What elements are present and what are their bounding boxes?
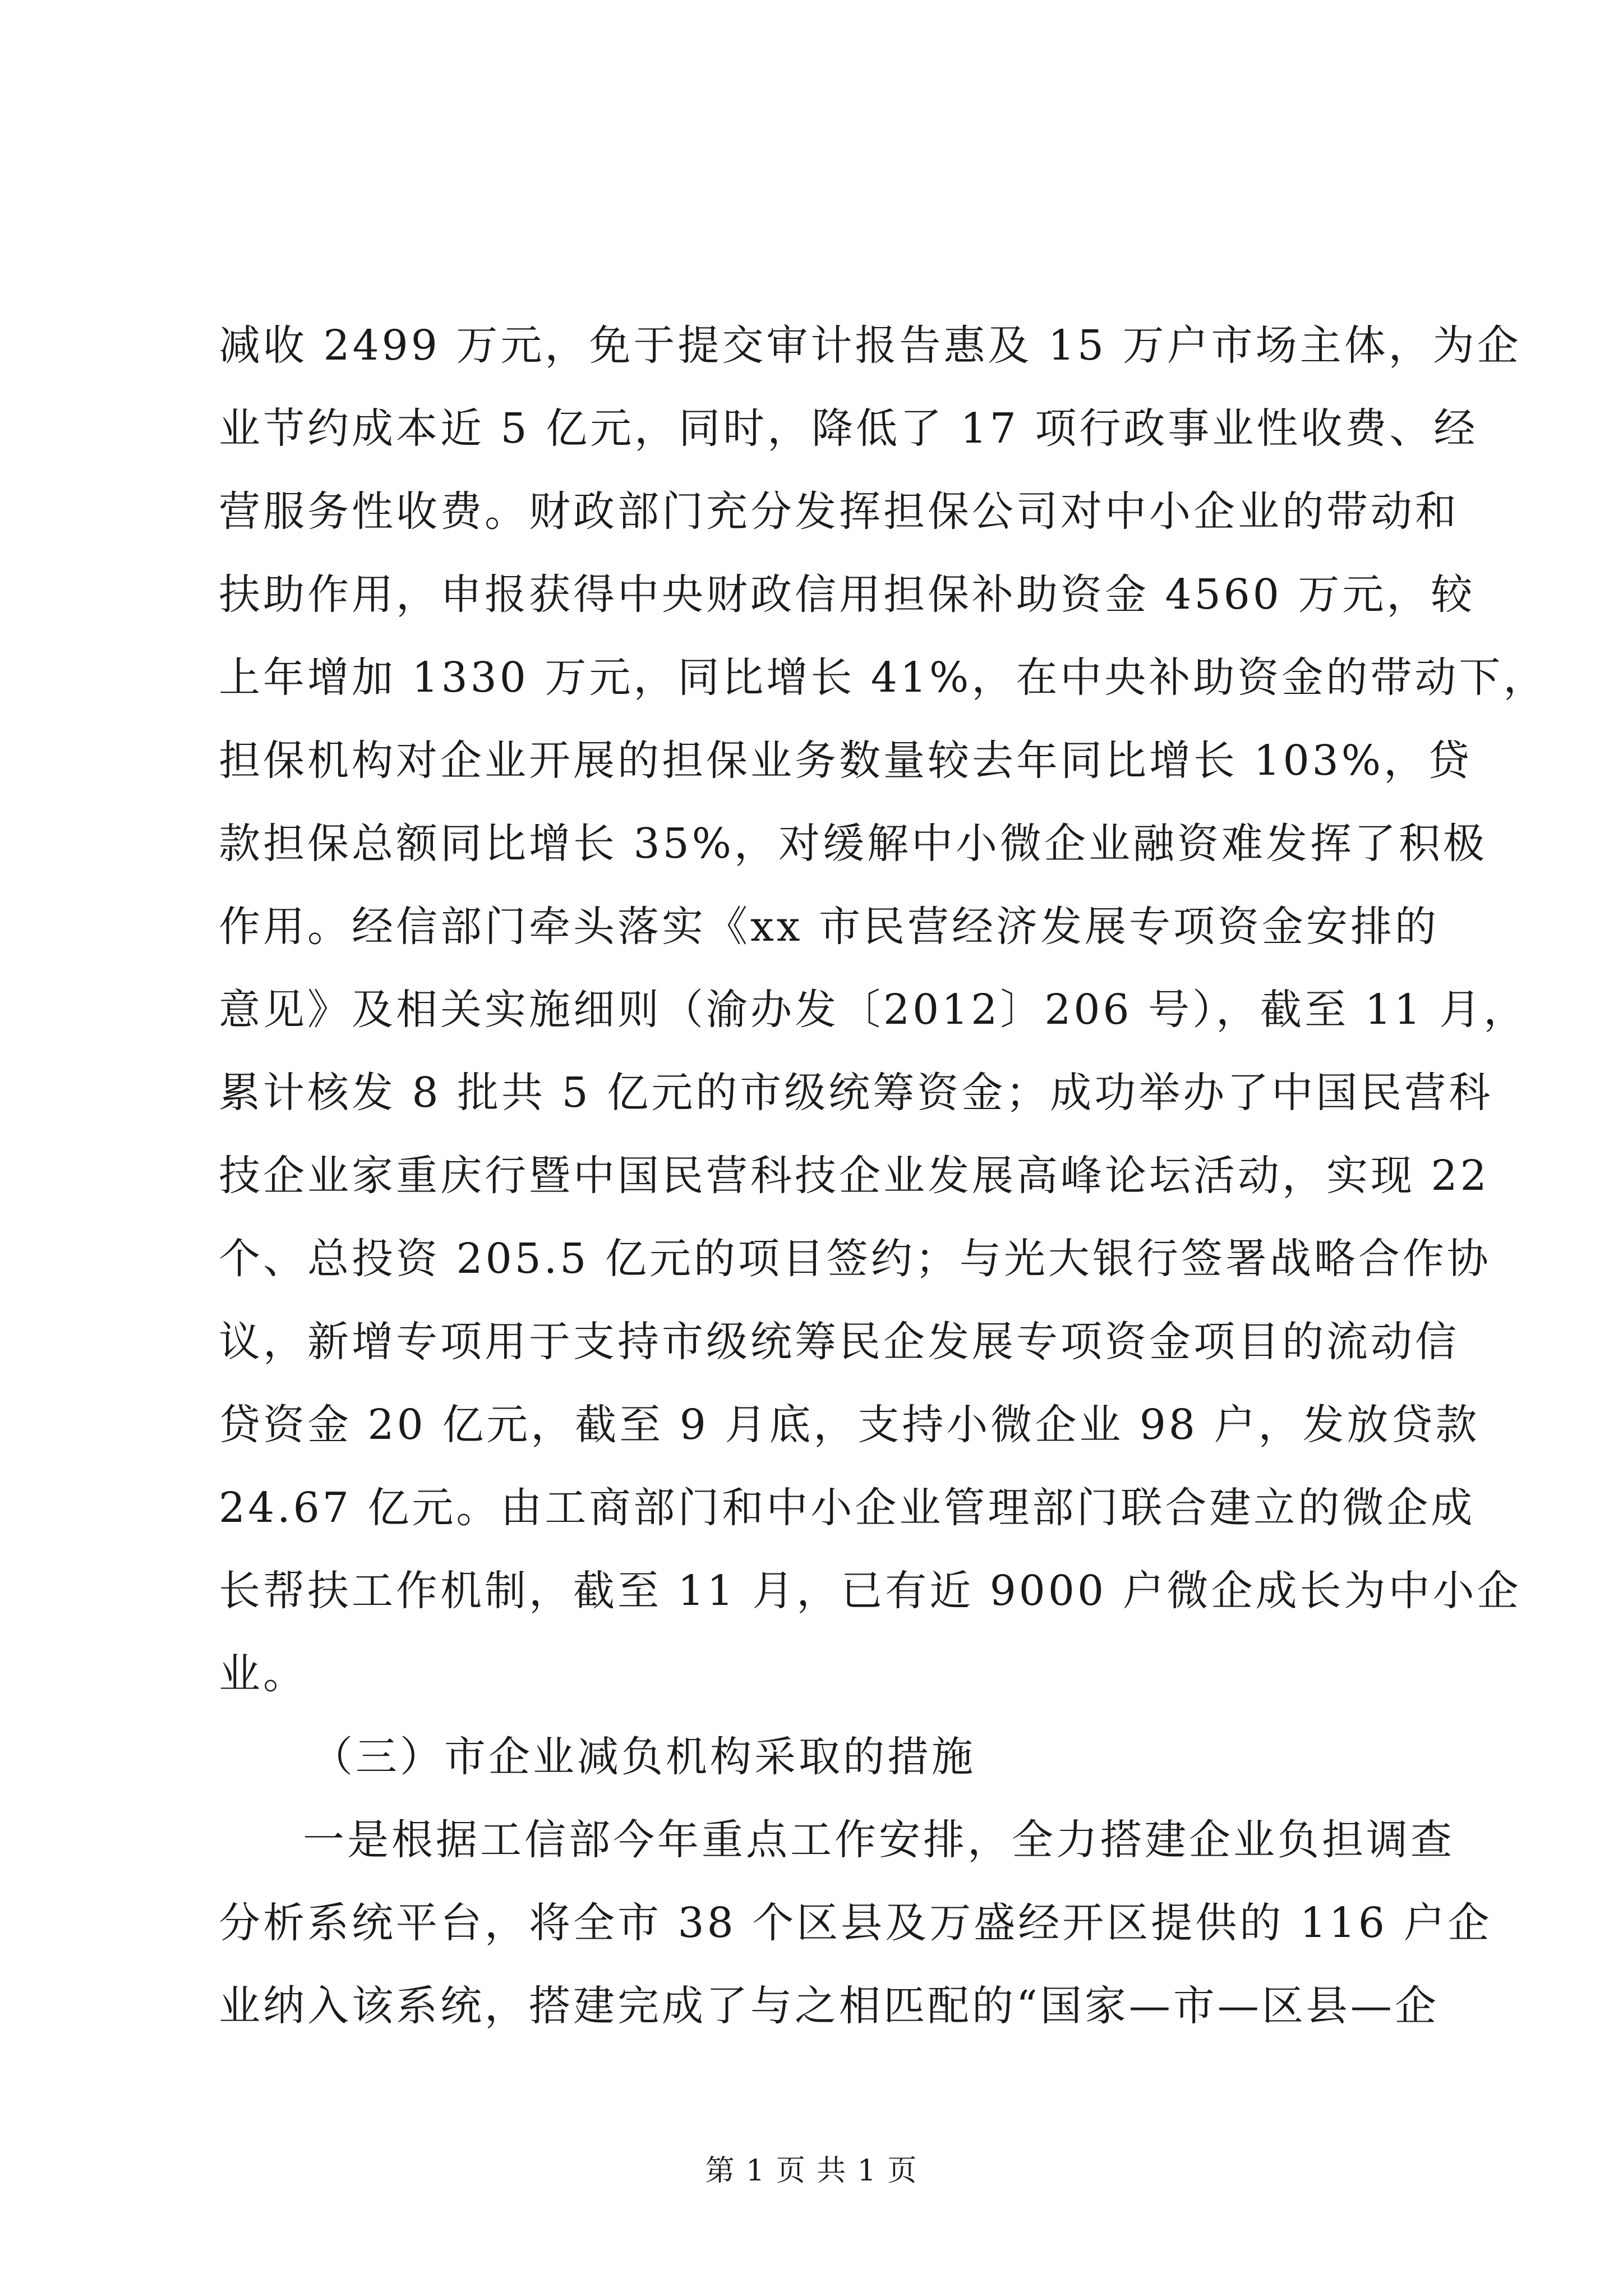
body-text-line: 累计核发 8 批共 5 亿元的市级统筹资金；成功举办了中国民营科 <box>219 1069 1493 1117</box>
body-text-line: 贷资金 20 亿元，截至 9 月底，支持小微企业 98 户，发放贷款 <box>219 1401 1480 1449</box>
body-text-line: 长帮扶工作机制，截至 11 月，已有近 9000 户微企成长为中小企 <box>219 1567 1521 1615</box>
body-text-line: 24.67 亿元。由工商部门和中小企业管理部门联合建立的微企成 <box>219 1484 1476 1532</box>
page-footer: 第 1 页 共 1 页 <box>705 2154 918 2188</box>
body-text-line: 议，新增专项用于支持市级统筹民企发展专项资金项目的流动信 <box>219 1318 1459 1366</box>
body-text-line: 业纳入该系统，搭建完成了与之相匹配的“国家—市—区县—企 <box>219 1982 1439 2030</box>
body-text-line: 作用。经信部门牵头落实《xx 市民营经济发展专项资金安排的 <box>219 903 1439 951</box>
body-text-line: 个、总投资 205.5 亿元的项目签约；与光大银行签署战略合作协 <box>219 1235 1491 1283</box>
body-text-line: 一是根据工信部今年重点工作安排，全力搭建企业负担调查 <box>303 1816 1455 1864</box>
body-text-line: 营服务性收费。财政部门充分发挥担保公司对中小企业的带动和 <box>219 487 1459 536</box>
body-text-line: 担保机构对企业开展的担保业务数量较去年同比增长 103%，贷 <box>219 737 1473 785</box>
body-text-line: 技企业家重庆行暨中国民营科技企业发展高峰论坛活动，实现 22 <box>219 1152 1490 1200</box>
body-text-line: 减收 2499 万元，免于提交审计报告惠及 15 万户市场主体，为企 <box>219 321 1521 370</box>
body-text-line: 业节约成本近 5 亿元，同时，降低了 17 项行政事业性收费、经 <box>219 404 1478 453</box>
body-text-line: 上年增加 1330 万元，同比增长 41%，在中央补助资金的带动下， <box>219 654 1548 702</box>
body-text-line: 扶助作用，申报获得中央财政信用担保补助资金 4560 万元，较 <box>219 570 1476 619</box>
body-text-line: 分析系统平台，将全市 38 个区县及万盛经开区提供的 116 户企 <box>219 1899 1492 1947</box>
body-text-line: 款担保总额同比增长 35%，对缓解中小微企业融资难发挥了积极 <box>219 820 1487 868</box>
body-text-line: 业。 <box>219 1650 307 1698</box>
section-heading: （三）市企业减负机构采取的措施 <box>311 1733 976 1781</box>
body-text-line: 意见》及相关实施细则（渝办发〔2012〕206 号），截至 11 月， <box>219 986 1528 1034</box>
